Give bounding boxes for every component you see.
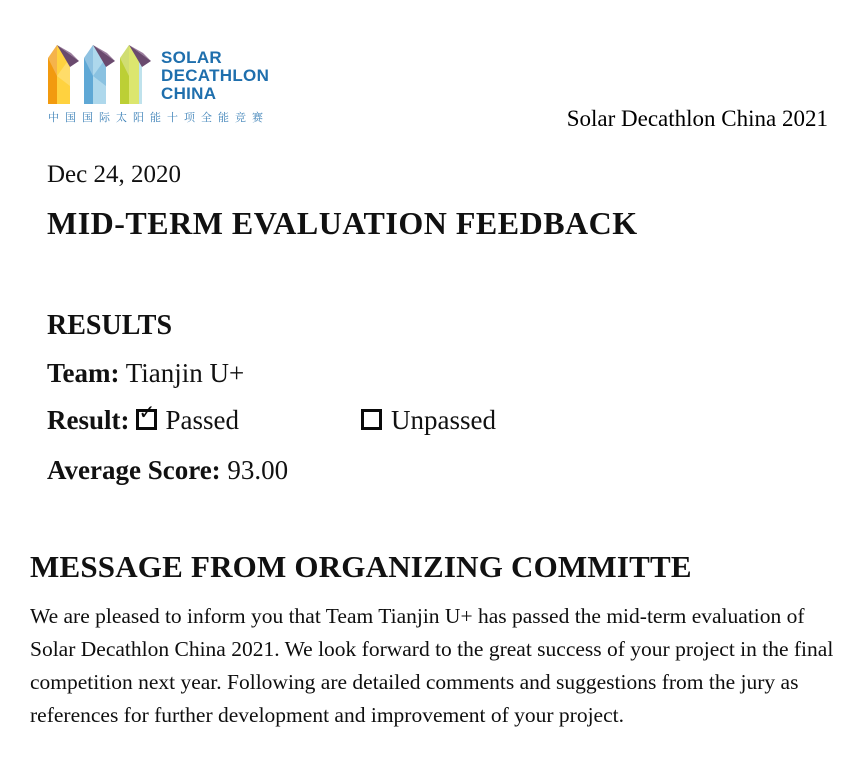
result-line <box>47 400 496 436</box>
checkmark-icon: ✓ <box>138 400 156 424</box>
document-title: MID-TERM EVALUATION FEEDBACK <box>47 205 638 241</box>
logo-houses-icon <box>48 42 152 104</box>
header-event-label: Solar Decathlon China 2021 <box>566 106 828 131</box>
solar-decathlon-logo <box>48 42 278 125</box>
passed-option-label: Passed <box>165 405 239 435</box>
team-line <box>47 358 244 389</box>
unpassed-checkbox-empty[interactable] <box>361 409 382 430</box>
logo-word-line3: CHINA <box>161 84 217 103</box>
unpassed-option-label: Unpassed <box>391 405 496 435</box>
team-value: Tianjin U+ <box>125 358 245 388</box>
message-heading: MESSAGE FROM ORGANIZING COMMITTE <box>30 549 692 584</box>
results-heading: RESULTS <box>47 310 173 341</box>
result-label: Result: <box>47 405 130 435</box>
logo-chinese-tagline: 中国国际太阳能十项全能竞赛 <box>48 112 269 124</box>
average-score-label: Average Score: <box>47 455 221 485</box>
message-body: We are pleased to inform you that Team Tianjin U+ has passed the mid-term evaluation of Solar Decathlon China 2021. We look forward to the great success of your project in the final competition next year. Following are detailed comments and suggestions from the jury as references for further development and improvement of your project. <box>30 604 834 727</box>
average-score-value: 93.00 <box>227 455 289 485</box>
logo-word-line2: DECATHLON <box>161 66 270 85</box>
logo-word-line1: SOLAR <box>161 48 222 67</box>
passed-checkbox-checked[interactable] <box>136 400 157 430</box>
team-label: Team: <box>47 358 120 388</box>
document-date: Dec 24, 2020 <box>47 161 181 188</box>
average-score-line <box>47 455 288 486</box>
logo-wordmark <box>161 49 269 103</box>
